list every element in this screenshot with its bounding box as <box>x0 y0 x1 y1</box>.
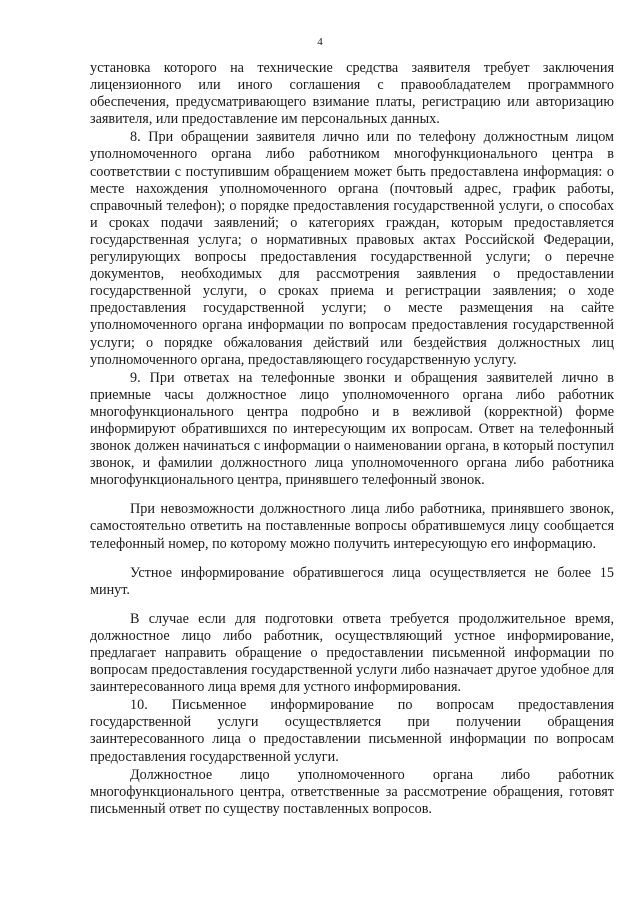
paragraph-section-8: 8. При обращении заявителя лично или по телефону должностным лицом уполномоченного органа либо работником многофункционального центра в соответствии с поступившим обращением может быть предоставлена информация: о месте нахождения уполномоченного органа (почтовый адрес, график работы, справочный телефон); о порядке предоставления государственной услуги, о способах и сроках подачи заявлений; о категориях граждан, которым предоставляется государственная услуга; о нормативных правовых актах Российской Федерации, регулирующих вопросы предоставления государственной услуги; о перечне документов, необходимых для рассмотрения заявления о предоставлении государственной услуги, о сроках приема и регистрации заявления; о ходе предоставления государственной услуги; о месте размещения на сайте уполномоченного органа информации по вопросам предоставления государственной услуги; о порядке обжалования действий или бездействия должностных лиц уполномоченного органа, предоставляющего государственную услугу. <box>90 129 614 368</box>
page-number: 4 <box>317 36 323 48</box>
document-body <box>90 60 614 818</box>
paragraph-oral-duration: Устное информирование обратившегося лица осуществляется не более 15 минут. <box>90 564 614 598</box>
paragraph-section-9: 9. При ответах на телефонные звонки и обращения заявителей лично в приемные часы должностное лицо уполномоченного органа либо работник многофункционального центра подробно и в вежливой (корректной) форме информируют обратившихся по интересующим их вопросам. Ответ на телефонный звонок должен начинаться с информации о наименовании органа, в который поступил звонок, и фамилии должностного лица уполномоченного органа либо работника многофункционального центра, принявшего телефонный звонок. <box>90 369 614 489</box>
paragraph-unable-to-answer: При невозможности должностного лица либо работника, принявшего звонок, самостоятельно ответить на поставленные вопросы обратившемуся лицу сообщается телефонный номер, по которому можно получить интересующую его информацию. <box>90 501 614 552</box>
paragraph-long-preparation: В случае если для подготовки ответа требуется продолжительное время, должностное лицо либо работник, осуществляющий устное информирование, предлагает направить обращение о предоставлении письменной информации по вопросам предоставления государственной услуги либо назначает другое удобное для заинтересованного лица время для устного информирования. <box>90 610 614 696</box>
paragraph-written-answer: Должностное лицо уполномоченного органа либо работник многофункционального центра, ответственные за рассмотрение обращения, готовят письменный ответ по существу поставленных вопросов. <box>90 766 614 817</box>
paragraph-section-10: 10. Письменное информирование по вопросам предоставления государственной услуги осуществляется при получении обращения заинтересованного лица о предоставлении письменной информации по вопросам предоставления государственной услуги. <box>90 697 614 765</box>
paragraph-continuation: установка которого на технические средства заявителя требует заключения лицензионного или иного соглашения с правообладателем программного обеспечения, предусматривающего взимание платы, регистрацию или авторизацию заявителя, или предоставление им персональных данных. <box>90 60 614 128</box>
